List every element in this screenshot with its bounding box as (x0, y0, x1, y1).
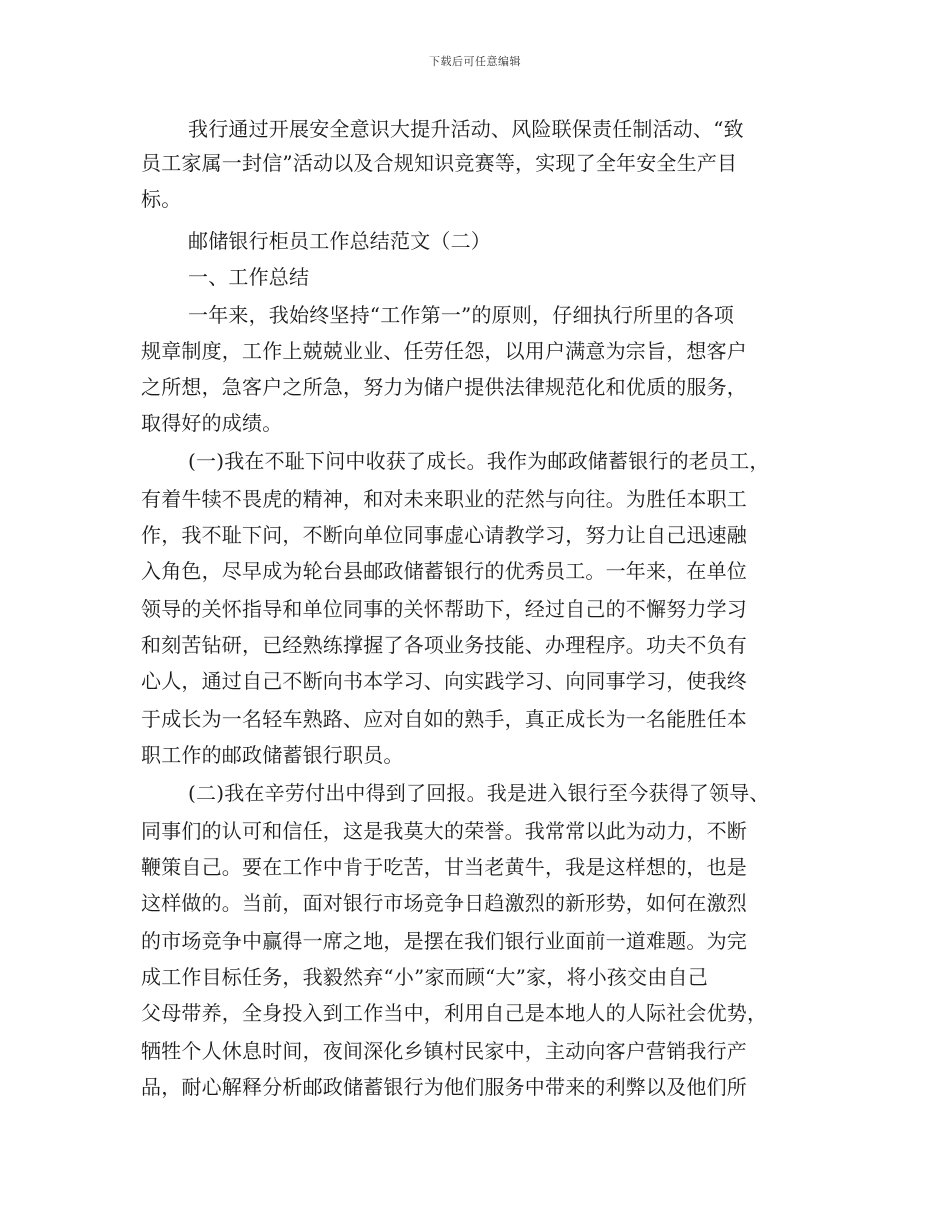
text-line: 之所想，急客户之所急，努力为储户提供法律规范化和优质的服务， (141, 375, 747, 399)
text-line: 员工家属一封信”活动以及合规知识竞赛等，实现了全年安全生产目 (141, 151, 738, 175)
text-line: 牺牲个人休息时间，夜间深化乡镇村民家中，主动向客户营销我行产 (141, 1039, 747, 1063)
text-line: (二)我在辛劳付出中得到了回报。我是进入银行至今获得了领导、 (188, 781, 770, 805)
text-line: 规章制度，工作上兢兢业业、任劳任怨，以用户满意为宗旨，想客户 (141, 339, 747, 363)
page-header: 下载后可任意编辑 (429, 55, 521, 68)
text-line: 标。 (141, 187, 182, 211)
text-line: 取得好的成绩。 (141, 411, 283, 435)
text-line: (一)我在不耻下问中收获了成长。我作为邮政储蓄银行的老员工， (188, 449, 770, 473)
text-line: 一年来，我始终坚持“工作第一”的原则，仔细执行所里的各项 (188, 303, 735, 327)
subsection-title: 一、工作总结 (188, 265, 310, 289)
text-line: 父母带养，全身投入到工作当中，利用自己是本地人的人际社会优势， (141, 1001, 768, 1025)
text-line: 职工作的邮政储蓄银行职员。 (141, 743, 404, 767)
section-title: 邮储银行柜员工作总结范文（二） (188, 229, 491, 253)
text-line: 品，耐心解释分析邮政储蓄银行为他们服务中带来的利弊以及他们所 (141, 1075, 747, 1099)
text-line: 同事们的认可和信任，这是我莫大的荣誉。我常常以此为动力，不断 (141, 819, 747, 843)
text-line: 入角色，尽早成为轮台县邮政储蓄银行的优秀员工。一年来，在单位 (141, 559, 747, 583)
text-line: 的市场竞争中赢得一席之地，是摆在我们银行业面前一道难题。为完 (141, 929, 747, 953)
text-line: 有着牛犊不畏虎的精神，和对未来职业的茫然与向往。为胜任本职工 (141, 487, 747, 511)
text-line: 于成长为一名轻车熟路、应对自如的熟手，真正成长为一名能胜任本 (141, 707, 747, 731)
text-line: 领导的关怀指导和单位同事的关怀帮助下，经过自己的不懈努力学习 (141, 597, 747, 621)
text-line: 成工作目标任务，我毅然弃“小”家而顾“大”家，将小孩交由自己 (141, 965, 708, 989)
text-line: 我行通过开展安全意识大提升活动、风险联保责任制活动、“致 (188, 117, 744, 141)
text-line: 这样做的。当前，面对银行市场竞争日趋激烈的新形势，如何在激烈 (141, 891, 747, 915)
text-line: 心人，通过自己不断向书本学习、向实践学习、向同事学习，使我终 (141, 669, 747, 693)
text-line: 鞭策自己。要在工作中肯于吃苦，甘当老黄牛，我是这样想的，也是 (141, 855, 747, 879)
text-line: 和刻苦钻研，已经熟练撑握了各项业务技能、办理程序。功夫不负有 (141, 633, 747, 657)
text-line: 作，我不耻下问，不断向单位同事虚心请教学习，努力让自己迅速融 (141, 523, 747, 547)
